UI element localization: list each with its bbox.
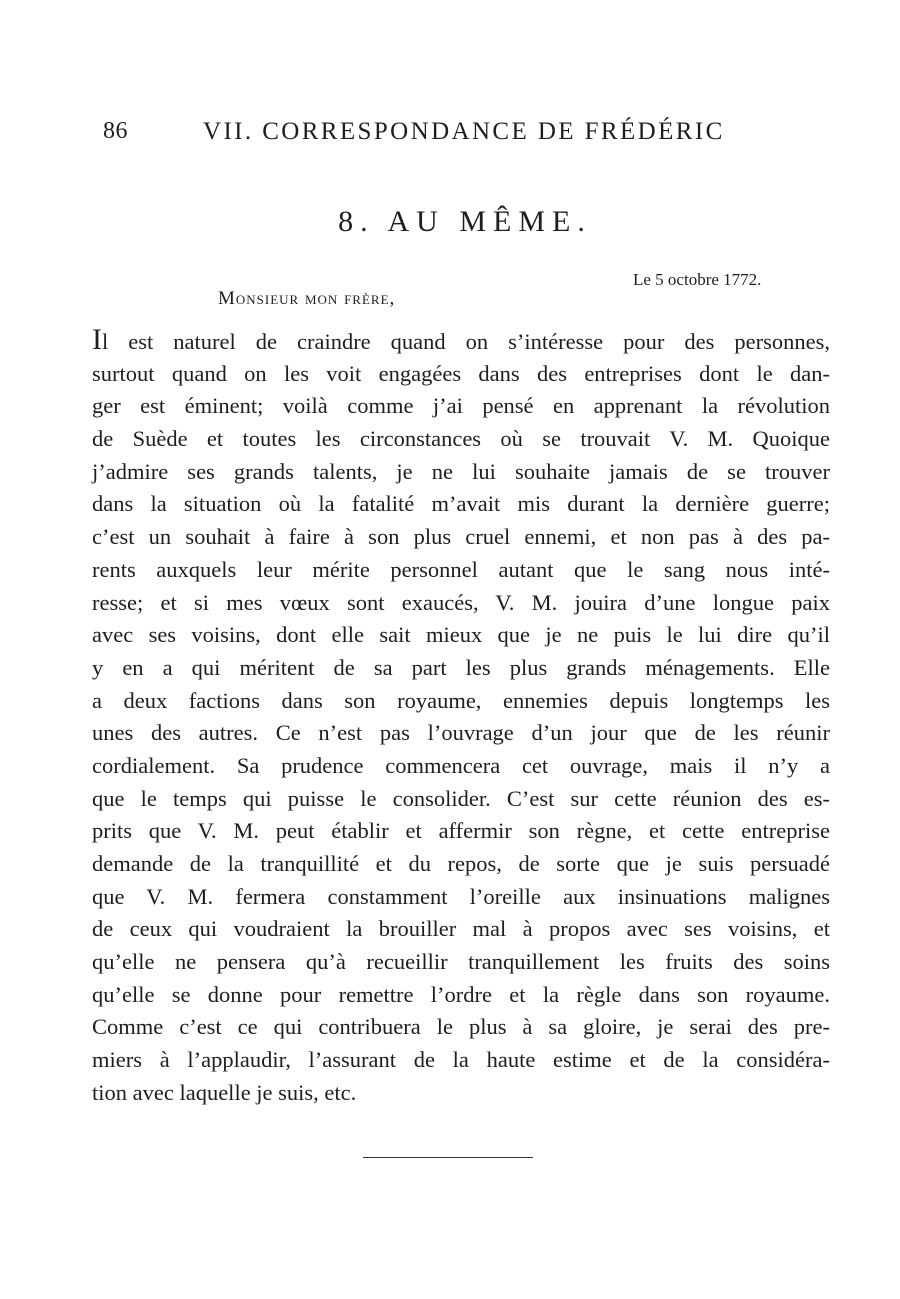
body-line: unes des autres. Ce n’est pas l’ouvrage d’un jour que de les réunir bbox=[92, 720, 830, 746]
body-line: de ceux qui voudraient la brouiller mal à propos avec ses voisins, et bbox=[92, 916, 830, 942]
letter-date: Le 5 octobre 1772. bbox=[633, 270, 762, 289]
body-line: qu’elle ne pensera qu’à recueillir tranquillement les fruits des soins bbox=[92, 949, 830, 975]
body-line: dans la situation où la fatalité m’avait mis durant la dernière guerre; bbox=[92, 491, 830, 517]
letter-body bbox=[92, 325, 830, 1110]
running-head bbox=[103, 118, 763, 152]
body-line-text: l est naturel de craindre quand on s’intéresse pour des personnes, bbox=[102, 329, 830, 354]
body-line: de Suède et toutes les circonstances où se trouvait V. M. Quoique bbox=[92, 426, 830, 452]
body-line: ger est éminent; voilà comme j’ai pensé en apprenant la révolution bbox=[92, 393, 830, 419]
letter-title: 8. AU MÊME. bbox=[338, 205, 592, 238]
body-line: que le temps qui puisse le consolider. C’est sur cette réunion des es- bbox=[92, 785, 830, 811]
body-line: que V. M. fermera constamment l’oreille aux insinuations malignes bbox=[92, 883, 830, 909]
body-line bbox=[92, 325, 830, 358]
body-line: avec ses voisins, dont elle sait mieux que je ne puis le lui dire qu’il bbox=[92, 622, 830, 648]
body-line: j’admire ses grands talents, je ne lui souhaite jamais de se trouver bbox=[92, 458, 830, 484]
body-line: surtout quand on les voit engagées dans des entreprises dont le dan- bbox=[92, 360, 830, 386]
end-rule bbox=[363, 1157, 533, 1158]
body-line-last: tion avec laquelle je suis, etc. bbox=[92, 1079, 357, 1105]
body-line: a deux factions dans son royaume, ennemies depuis longtemps les bbox=[92, 687, 830, 713]
drop-cap: I bbox=[92, 323, 102, 356]
body-line: resse; et si mes vœux sont exaucés, V. M. jouira d’une longue paix bbox=[92, 589, 830, 615]
running-title: VII. CORRESPONDANCE DE FRÉDÉRIC bbox=[203, 118, 725, 145]
page-number: 86 bbox=[103, 118, 128, 144]
body-line: y en a qui méritent de sa part les plus grands ménagements. Elle bbox=[92, 654, 830, 680]
body-line: cordialement. Sa prudence commencera cet ouvrage, mais il n’y a bbox=[92, 752, 830, 778]
body-line: Comme c’est ce qui contribuera le plus à sa gloire, je serai des pre- bbox=[92, 1014, 830, 1040]
body-line: qu’elle se donne pour remettre l’ordre et la règle dans son royaume. bbox=[92, 981, 830, 1007]
body-line: c’est un souhait à faire à son plus cruel ennemi, et non pas à des pa- bbox=[92, 524, 830, 550]
body-line: demande de la tranquillité et du repos, de sorte que je suis persuadé bbox=[92, 851, 830, 876]
body-line: miers à l’applaudir, l’assurant de la haute estime et de la considéra- bbox=[92, 1047, 830, 1073]
salutation: Monsieur mon frère, bbox=[218, 288, 396, 309]
body-line: rents auxquels leur mérite personnel autant que le sang nous inté- bbox=[92, 556, 830, 582]
body-line: prits que V. M. peut établir et affermir son règne, et cette entreprise bbox=[92, 818, 830, 844]
